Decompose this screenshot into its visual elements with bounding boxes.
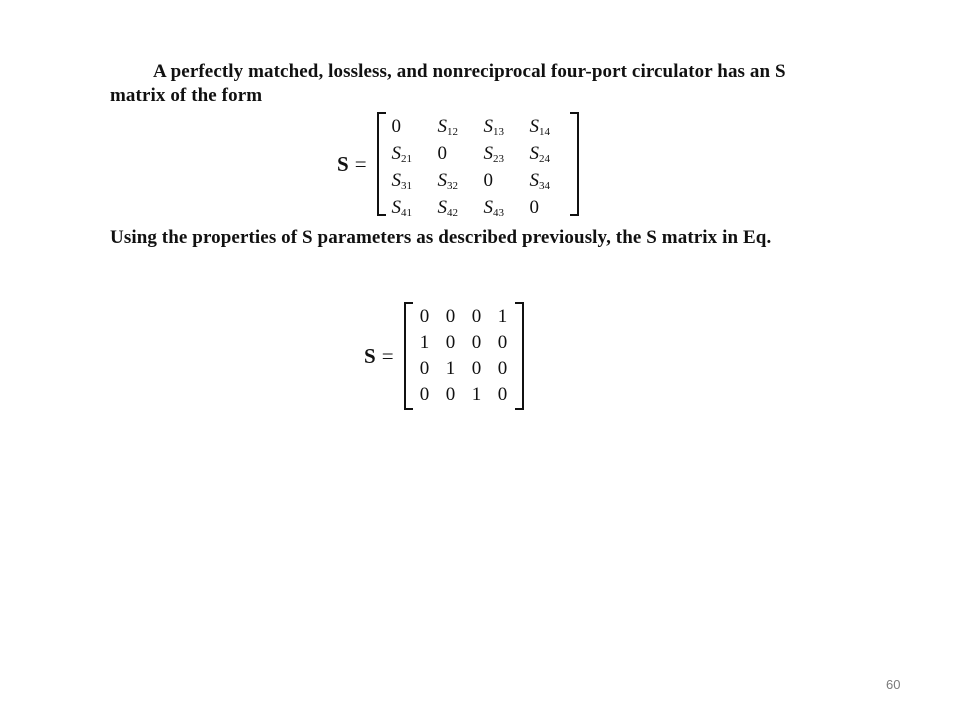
matrix-cell: 1 (497, 306, 508, 327)
page-number: 60 (886, 677, 901, 692)
matrix-symbol: S (364, 343, 376, 368)
matrix-cell: $S_{24}$ (529, 143, 551, 165)
matrix-cell: $S_{32}$ (437, 170, 459, 192)
matrix-cell: 0 (471, 332, 482, 353)
matrix-cell: 1 (445, 358, 456, 379)
matrix-cell: 0 (437, 143, 448, 164)
right-bracket (515, 302, 524, 410)
matrix-cell: $S_{13}$ (483, 116, 505, 138)
circulator-matrix (413, 302, 515, 410)
intro-paragraph-line-2: matrix of the form (110, 85, 263, 106)
matrix-cell: 0 (483, 170, 494, 191)
equals-sign: = (381, 343, 394, 368)
matrix-cell: 0 (445, 332, 456, 353)
matrix-cell: 0 (497, 332, 508, 353)
matrix-cell: 0 (391, 116, 402, 137)
matrix-cell: 1 (471, 384, 482, 405)
s-parameter-matrix (386, 112, 570, 219)
matrix-cell: 0 (497, 358, 508, 379)
matrix-cell: 0 (471, 306, 482, 327)
matrix-cell: $S_{21}$ (391, 143, 413, 165)
matrix-cell: $S_{31}$ (391, 170, 413, 192)
matrix-cell: $S_{41}$ (391, 197, 413, 219)
general-s-matrix-equation (337, 112, 579, 219)
matrix-cell: 0 (497, 384, 508, 405)
matrix-lhs (337, 152, 367, 177)
matrix-cell: $S_{43}$ (483, 197, 505, 219)
left-bracket (404, 302, 413, 410)
intro-paragraph-line-1: A perfectly matched, lossless, and nonreciprocal four-port circulator has an S (153, 61, 786, 82)
matrix-cell: 0 (419, 384, 430, 405)
matrix-lhs (364, 344, 394, 369)
matrix-cell: 0 (529, 197, 540, 218)
matrix-cell: $S_{12}$ (437, 116, 459, 138)
matrix-cell: $S_{34}$ (529, 170, 551, 192)
equals-sign: = (354, 151, 367, 176)
matrix-cell: 0 (419, 358, 430, 379)
matrix-symbol: S (337, 151, 349, 176)
matrix-cell: 0 (445, 384, 456, 405)
right-bracket (570, 112, 579, 216)
matrix-cell: 0 (445, 306, 456, 327)
matrix-cell: 1 (419, 332, 430, 353)
left-bracket (377, 112, 386, 216)
matrix-cell: $S_{23}$ (483, 143, 505, 165)
matrix-cell: 0 (419, 306, 430, 327)
matrix-cell: 0 (471, 358, 482, 379)
matrix-cell: $S_{42}$ (437, 197, 459, 219)
matrix-cell: $S_{14}$ (529, 116, 551, 138)
circulator-s-matrix-equation (364, 302, 524, 410)
properties-paragraph: Using the properties of S parameters as described previously, the S matrix in Eq. (110, 227, 772, 248)
